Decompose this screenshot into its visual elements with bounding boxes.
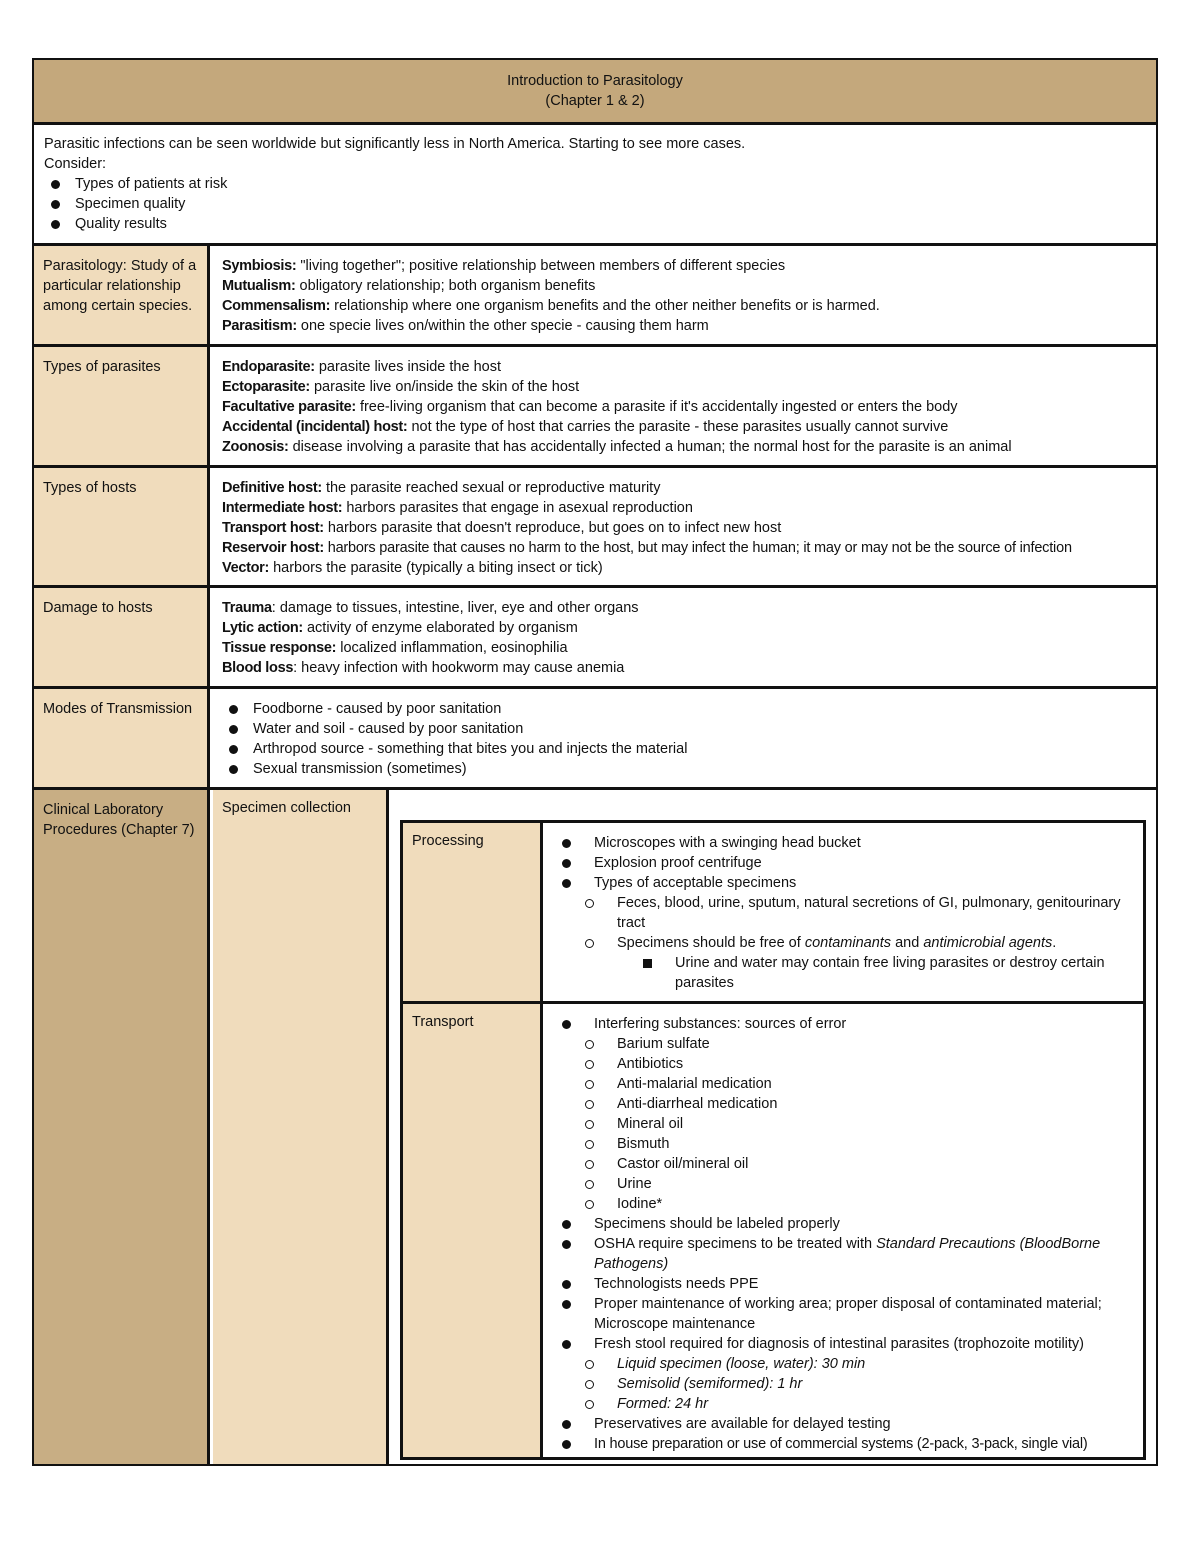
term: Accidental (incidental) host: xyxy=(222,419,408,435)
term-line xyxy=(222,518,1148,538)
term-line xyxy=(222,417,1148,437)
row-label: Types of parasites xyxy=(34,347,210,465)
intro-text: Parasitic infections can be seen worldwide but significantly less in North America. Starting to see more cases. xyxy=(44,136,746,152)
row-content xyxy=(213,588,1156,686)
list-item: Proper maintenance of working area; proper disposal of contaminated material; Microscope maintenance xyxy=(546,1294,1135,1334)
term: Mutualism: xyxy=(222,278,296,294)
term-desc: free-living organism that can become a parasite if it's accidentally ingested or enters the body xyxy=(355,399,958,415)
sub-item: Mineral oil xyxy=(546,1114,1135,1134)
term-line xyxy=(222,316,1148,336)
term-line xyxy=(222,498,1148,518)
sub-item-text: and xyxy=(891,935,924,951)
term-desc: harbors the parasite (typically a biting insect or tick) xyxy=(269,560,603,576)
sub-item: Anti-diarrheal medication xyxy=(546,1094,1135,1114)
term: Definitive host: xyxy=(222,480,322,496)
page-subtitle: (Chapter 1 & 2) xyxy=(545,93,645,109)
term-desc: disease involving a parasite that has accidentally infected a human; the normal host for the parasite is an animal xyxy=(288,439,1012,455)
specimen-inner-table xyxy=(400,820,1146,1460)
intro-row xyxy=(34,122,1156,243)
transmission-row xyxy=(34,686,1156,787)
term: Commensalism: xyxy=(222,298,331,314)
list-item: Preservatives are available for delayed testing xyxy=(546,1414,1135,1434)
list-item: Interfering substances: sources of error xyxy=(546,1014,1135,1034)
term-line xyxy=(222,558,1148,578)
parasites-row xyxy=(34,344,1156,465)
clinical-row xyxy=(34,787,1156,1464)
row-label: Damage to hosts xyxy=(34,588,210,686)
term: Facultative parasite: xyxy=(222,399,356,415)
sub-item xyxy=(546,1394,1135,1414)
sub-item xyxy=(546,1374,1135,1394)
term-desc: harbors parasite that causes no harm to the host, but may infect the human; it may or may not be the source of infection xyxy=(323,540,1072,556)
term: Vector: xyxy=(222,560,270,576)
definition-row xyxy=(34,243,1156,344)
list-item-emphasis: Standard Precautions (BloodBorne Pathogens) xyxy=(594,1236,1101,1272)
transport-label: Transport xyxy=(403,1004,543,1457)
intro-consider: Consider: xyxy=(44,156,107,172)
list-item: Types of acceptable specimens xyxy=(546,873,1135,893)
page-title: Introduction to Parasitology xyxy=(507,73,683,89)
term-desc: "living together"; positive relationship between members of different species xyxy=(296,258,786,274)
processing-label: Processing xyxy=(403,823,543,1001)
term-line xyxy=(222,377,1148,397)
damage-row xyxy=(34,585,1156,686)
list-item: Fresh stool required for diagnosis of intestinal parasites (trophozoite motility) xyxy=(546,1334,1135,1354)
list-item: Sexual transmission (sometimes) xyxy=(213,759,1148,779)
list-item: Types of patients at risk xyxy=(44,174,1146,194)
list-item: Specimen quality xyxy=(44,194,1146,214)
term-desc: activity of enzyme elaborated by organism xyxy=(302,620,578,636)
specimen-collection-label: Specimen collection xyxy=(213,790,389,1464)
term: Symbiosis: xyxy=(222,258,297,274)
sub-item-emphasis: antimicrobial agents xyxy=(923,935,1053,951)
term-line xyxy=(222,296,1148,316)
term: Blood loss xyxy=(222,660,294,676)
term-line xyxy=(222,478,1148,498)
term-line xyxy=(222,397,1148,417)
sub-item-text: . xyxy=(1052,935,1057,951)
transport-row xyxy=(403,1001,1143,1457)
list-item: Quality results xyxy=(44,214,1146,234)
term-line xyxy=(222,638,1148,658)
sub-item-emphasis: Formed: 24 hr xyxy=(617,1396,709,1412)
term: Intermediate host: xyxy=(222,500,343,516)
title-row xyxy=(34,60,1156,122)
sub-item-emphasis: Semisolid (semiformed): 1 hr xyxy=(617,1376,803,1392)
list-item: Specimens should be labeled properly xyxy=(546,1214,1135,1234)
sub-sub-item: Urine and water may contain free living parasites or destroy certain parasites xyxy=(546,953,1135,993)
row-label: Parasitology: Study of a particular relationship among certain species. xyxy=(34,246,210,344)
term-desc: one specie lives on/within the other specie - causing them harm xyxy=(296,318,709,334)
sub-item: Iodine* xyxy=(546,1194,1135,1214)
sub-item xyxy=(546,1354,1135,1374)
term-line xyxy=(222,256,1148,276)
term-line xyxy=(222,437,1148,457)
list-item: Water and soil - caused by poor sanitation xyxy=(213,719,1148,739)
sub-item: Bismuth xyxy=(546,1134,1135,1154)
list-item-text: OSHA require specimens to be treated with xyxy=(594,1236,877,1252)
term-desc: parasite live on/inside the skin of the host xyxy=(309,379,580,395)
term: Lytic action: xyxy=(222,620,303,636)
intro-list xyxy=(44,174,1146,234)
sub-item xyxy=(546,933,1135,953)
sub-item: Feces, blood, urine, sputum, natural secretions of GI, pulmonary, genitourinary tract xyxy=(546,893,1135,933)
term: Ectoparasite: xyxy=(222,379,310,395)
row-content xyxy=(213,246,1156,344)
list-item: Technologists needs PPE xyxy=(546,1274,1135,1294)
term: Trauma xyxy=(222,600,272,616)
term-desc: harbors parasite that doesn't reproduce, but goes on to infect new host xyxy=(323,520,782,536)
term: Endoparasite: xyxy=(222,359,315,375)
term-desc: : heavy infection with hookworm may cause anemia xyxy=(293,660,625,676)
processing-row xyxy=(403,823,1143,1001)
term: Reservoir host: xyxy=(222,540,324,556)
term-line xyxy=(222,538,1148,558)
sub-item-emphasis: contaminants xyxy=(804,935,892,951)
hosts-row xyxy=(34,465,1156,585)
term-desc: obligatory relationship; both organism benefits xyxy=(295,278,596,294)
term: Tissue response: xyxy=(222,640,337,656)
list-item: Foodborne - caused by poor sanitation xyxy=(213,699,1148,719)
row-content xyxy=(213,468,1156,585)
transport-content xyxy=(546,1004,1143,1457)
term-desc: not the type of host that carries the parasite - these parasites usually cannot survive xyxy=(407,419,949,435)
processing-content xyxy=(546,823,1143,1001)
term-line xyxy=(222,618,1148,638)
list-item: Arthropod source - something that bites you and injects the material xyxy=(213,739,1148,759)
term-line xyxy=(222,276,1148,296)
term-desc: parasite lives inside the host xyxy=(314,359,501,375)
sub-item: Urine xyxy=(546,1174,1135,1194)
list-item: Microscopes with a swinging head bucket xyxy=(546,833,1135,853)
row-content xyxy=(213,689,1156,787)
sub-item: Castor oil/mineral oil xyxy=(546,1154,1135,1174)
list-item: In house preparation or use of commercial systems (2-pack, 3-pack, single vial) xyxy=(546,1434,1135,1454)
term: Transport host: xyxy=(222,520,324,536)
term: Parasitism: xyxy=(222,318,297,334)
notes-table xyxy=(32,58,1158,1466)
list-item xyxy=(546,1234,1135,1274)
sub-item: Antibiotics xyxy=(546,1054,1135,1074)
sub-item-text: Specimens should be free of xyxy=(617,935,805,951)
row-label: Modes of Transmission xyxy=(34,689,210,787)
list-item: Explosion proof centrifuge xyxy=(546,853,1135,873)
row-label: Types of hosts xyxy=(34,468,210,585)
term-desc: the parasite reached sexual or reproductive maturity xyxy=(321,480,661,496)
term-line xyxy=(222,598,1148,618)
term: Zoonosis: xyxy=(222,439,289,455)
term-line xyxy=(222,357,1148,377)
term-line xyxy=(222,658,1148,678)
row-content xyxy=(213,347,1156,465)
sub-item: Barium sulfate xyxy=(546,1034,1135,1054)
term-desc: : damage to tissues, intestine, liver, eye and other organs xyxy=(271,600,639,616)
sub-item-emphasis: Liquid specimen (loose, water): 30 min xyxy=(617,1356,866,1372)
term-desc: localized inflammation, eosinophilia xyxy=(336,640,568,656)
sub-item: Anti-malarial medication xyxy=(546,1074,1135,1094)
row-label: Clinical Laboratory Procedures (Chapter 7) xyxy=(34,790,210,1464)
specimen-collection-area xyxy=(392,790,1156,1464)
term-desc: relationship where one organism benefits and the other neither benefits or is harmed. xyxy=(330,298,880,314)
term-desc: harbors parasites that engage in asexual reproduction xyxy=(342,500,693,516)
